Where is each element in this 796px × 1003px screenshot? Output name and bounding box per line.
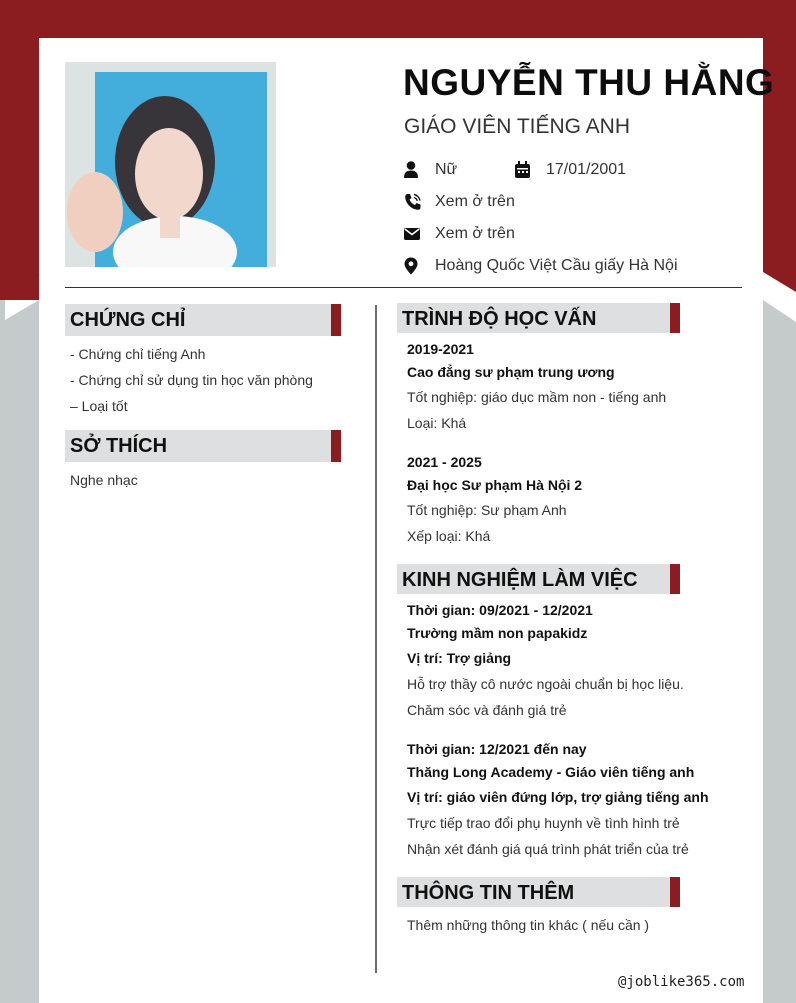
experience-company: Thăng Long Academy - Giáo viên tiếng anh	[407, 764, 695, 780]
experience-position: Vị trí: Trợ giảng	[407, 650, 512, 666]
education-detail: Xếp loại: Khá	[407, 528, 491, 544]
address-value: Hoàng Quốc Việt Cầu giấy Hà Nội	[435, 257, 678, 274]
hobbies-heading-label: SỞ THÍCH	[70, 435, 168, 457]
header-divider	[65, 287, 742, 288]
watermark: @joblike365.com	[618, 974, 745, 990]
heading-accent	[670, 877, 680, 907]
education-heading-label: TRÌNH ĐỘ HỌC VẤN	[402, 308, 597, 330]
person-icon	[404, 161, 420, 179]
education-detail: Loại: Khá	[407, 415, 467, 431]
additional-info-heading	[397, 877, 680, 907]
calendar-icon	[515, 161, 531, 179]
heading-accent	[331, 304, 341, 336]
email-value: Xem ở trên	[435, 225, 515, 242]
hobbies-heading	[65, 430, 341, 462]
phone-value: Xem ở trên	[435, 193, 515, 210]
candidate-name: NGUYỄN THU HẰNG	[403, 62, 775, 103]
certificates-heading	[65, 304, 341, 336]
birthdate-value: 17/01/2001	[546, 161, 627, 178]
phone-icon	[404, 193, 422, 211]
experience-description: Chăm sóc và đánh giá trẻ	[407, 702, 567, 718]
education-period: 2019-2021	[407, 341, 474, 357]
additional-info-text: Thêm những thông tin khác ( nếu cần )	[407, 917, 650, 933]
envelope-icon	[404, 225, 421, 243]
experience-description: Nhận xét đánh giá quá trình phát triển của trẻ	[407, 841, 689, 857]
experience-time: Thời gian: 12/2021 đến nay	[407, 741, 587, 757]
certificate-item: - Chứng chỉ tiếng Anh	[70, 346, 206, 362]
education-school: Cao đẳng sư phạm trung ương	[407, 364, 615, 380]
gender-value: Nữ	[435, 161, 458, 178]
heading-accent	[331, 430, 341, 462]
education-detail: Tốt nghiệp: Sư phạm Anh	[407, 502, 567, 518]
education-detail: Tốt nghiệp: giáo dục mầm non - tiếng anh	[407, 389, 667, 405]
hobby-item: Nghe nhạc	[70, 472, 138, 488]
education-period: 2021 - 2025	[407, 454, 482, 470]
column-divider	[375, 305, 377, 973]
heading-accent	[670, 303, 680, 333]
profile-photo	[65, 62, 276, 267]
experience-description: Trực tiếp trao đổi phụ huynh về tình hình trẻ	[407, 815, 680, 831]
experience-company: Trường mầm non papakidz	[407, 625, 588, 641]
experience-heading-label: KINH NGHIỆM LÀM VIỆC	[402, 569, 638, 591]
location-pin-icon	[404, 257, 420, 275]
job-title: GIÁO VIÊN TIẾNG ANH	[404, 115, 630, 138]
certificate-item: – Loại tốt	[70, 398, 128, 414]
portrait-image	[65, 62, 276, 267]
experience-position: Vị trí: giáo viên đứng lớp, trợ giảng tiếng anh	[407, 789, 709, 805]
additional-info-heading-label: THÔNG TIN THÊM	[402, 882, 575, 904]
heading-accent	[670, 564, 680, 594]
certificate-item: - Chứng chỉ sử dụng tin học văn phòng	[70, 372, 313, 388]
experience-time: Thời gian: 09/2021 - 12/2021	[407, 602, 593, 618]
education-school: Đại học Sư phạm Hà Nội 2	[407, 477, 583, 493]
experience-description: Hỗ trợ thầy cô nước ngoài chuẩn bị học liệu.	[407, 676, 684, 692]
certificates-heading-label: CHỨNG CHỈ	[70, 309, 186, 331]
education-heading	[397, 303, 680, 333]
experience-heading	[397, 564, 680, 594]
